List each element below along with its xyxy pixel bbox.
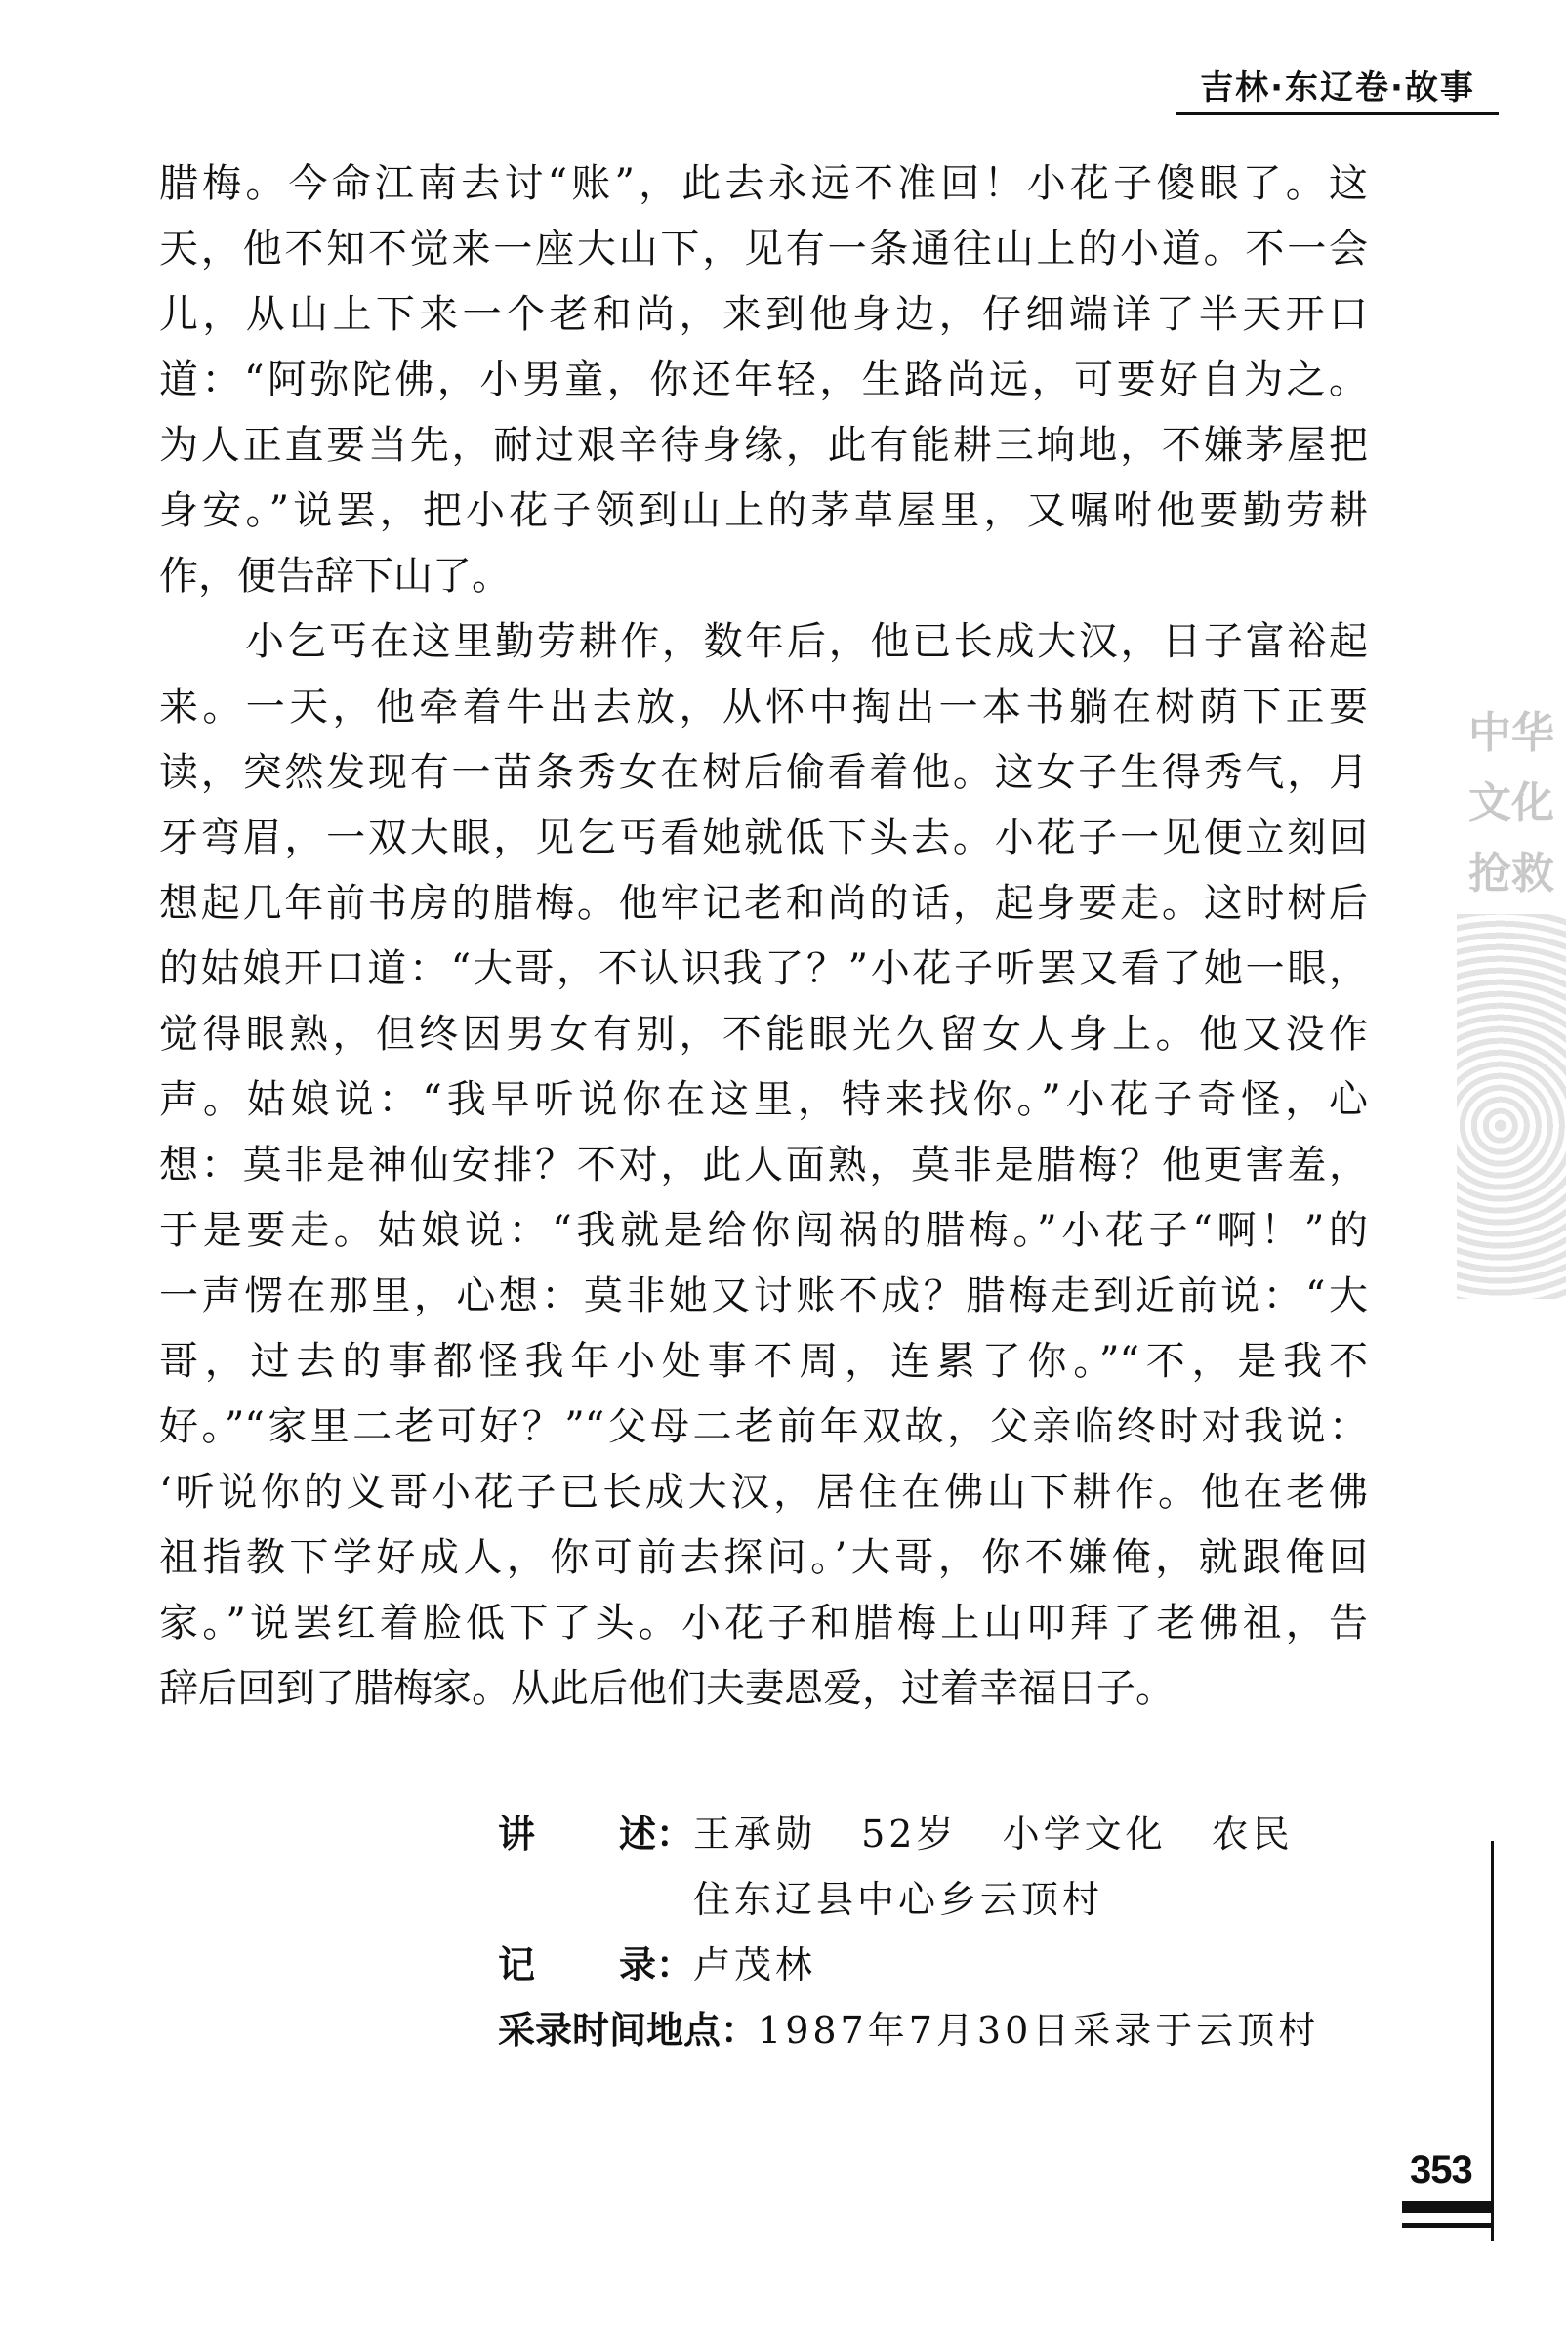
text-line: 辞后回到了腊梅家。从此后他们夫妻恩爱，过着幸福日子。 <box>159 1666 1175 1711</box>
text-line: 作，便告辞下山了。 <box>159 554 511 599</box>
text-line: 儿，从山上下来一个老和尚，来到他身边，仔细端详了半天开口 <box>159 292 1368 337</box>
text-line: 好。”“家里二老可好？”“父母二老前年双故，父亲临终时对我说： <box>159 1404 1368 1449</box>
text-line: 想起几年前书房的腊梅。他牢记老和尚的话，起身要走。这时树后 <box>159 881 1368 926</box>
recorder-value: 卢茂林 <box>693 1943 817 1986</box>
text-line: 来。一天，他牵着牛出去放，从怀中掏出一本书躺在树荫下正要 <box>159 685 1368 730</box>
text-line: 觉得眼熟，但终因男女有别，不能眼光久留女人身上。他又没作 <box>159 1012 1368 1057</box>
address-row <box>498 1867 1323 1933</box>
running-header: 吉林·东辽卷·故事 <box>1176 61 1499 115</box>
narrator-label <box>498 1802 693 1867</box>
page-number-bar <box>1402 2223 1492 2228</box>
watermark-text: 文化 <box>1468 778 1554 828</box>
text-line: 家。”说罢红着脸低下了头。小花子和腊梅上山叩拜了老佛祖，告 <box>159 1601 1368 1646</box>
recorder-row <box>498 1933 1323 1998</box>
label-part: 讲 <box>498 1813 536 1856</box>
text-line: 天，他不知不觉来一座大山下，见有一条通往山上的小道。不一会 <box>159 227 1368 271</box>
watermark-text: 中华 <box>1468 708 1554 758</box>
text-line: 道：“阿弥陀佛，小男童，你还年轻，生路尚远，可要好自为之。 <box>159 357 1368 402</box>
page-number-bar <box>1402 2201 1492 2213</box>
watermark-pattern-icon <box>1457 914 1566 1299</box>
narrator-education: 小学文化 <box>1002 1813 1167 1856</box>
story-body <box>159 151 1368 1722</box>
time-place-label: 采录时间地点： <box>498 2009 759 2052</box>
text-line: 小乞丐在这里勤劳耕作，数年后，他已长成大汉，日子富裕起 <box>245 619 1368 664</box>
text-line: ‘听说你的义哥小花子已长成大汉，居住在佛山下耕作。他在老佛 <box>159 1470 1368 1515</box>
text-line: 一声愣在那里，心想：莫非她又讨账不成？腊梅走到近前说：“大 <box>159 1273 1368 1318</box>
watermark-text: 抢救 <box>1468 849 1554 898</box>
text-line: 牙弯眉，一双大眼，见乞丐看她就低下头去。小花子一见便立刻回 <box>159 815 1368 860</box>
recorder-label <box>498 1933 693 1998</box>
time-place-value: 1987年7月30日采录于云顶村 <box>758 2009 1320 2052</box>
narrator-address: 住东辽县中心乡云顶村 <box>693 1878 1104 1921</box>
narrator-age: 52岁 <box>861 1813 958 1856</box>
narrator-row <box>498 1802 1323 1867</box>
text-line: 祖指教下学好成人，你可前去探问。’大哥，你不嫌俺，就跟俺回 <box>159 1535 1368 1580</box>
page-number: 353 <box>1410 2148 1472 2191</box>
text-line: 于是要走。姑娘说：“我就是给你闯祸的腊梅。”小花子“啊！”的 <box>159 1208 1368 1253</box>
margin-rule <box>1491 1841 1494 2241</box>
narrator-value <box>693 1802 1323 1867</box>
narrator-occupation: 农民 <box>1211 1813 1294 1856</box>
text-line: 的姑娘开口道：“大哥，不认识我了？”小花子听罢又看了她一眼， <box>159 946 1368 991</box>
text-line: 身安。”说罢，把小花子领到山上的茅草屋里，又嘱咐他要勤劳耕 <box>159 488 1368 533</box>
text-line: 读，突然发现有一苗条秀女在树后偷看着他。这女子生得秀气，月 <box>159 750 1368 795</box>
label-part: 记 <box>498 1943 536 1986</box>
time-place-row <box>498 1998 1323 2064</box>
text-line: 腊梅。今命江南去讨“账”，此去永远不准回！小花子傻眼了。这 <box>159 161 1368 206</box>
label-part: 录： <box>618 1943 693 1986</box>
narrator-name: 王承勋 <box>693 1813 817 1856</box>
label-part: 述： <box>618 1813 693 1856</box>
text-line: 想：莫非是神仙安排？不对，此人面熟，莫非是腊梅？他更害羞， <box>159 1143 1368 1188</box>
side-watermark <box>1457 703 1566 1299</box>
text-line: 声。姑娘说：“我早听说你在这里，特来找你。”小花子奇怪，心 <box>159 1077 1368 1122</box>
credits-block <box>498 1802 1323 2064</box>
text-line: 为人正直要当先，耐过艰辛待身缘，此有能耕三垧地，不嫌茅屋把 <box>159 423 1368 468</box>
text-line: 哥，过去的事都怪我年小处事不周，连累了你。”“不，是我不 <box>159 1339 1368 1384</box>
